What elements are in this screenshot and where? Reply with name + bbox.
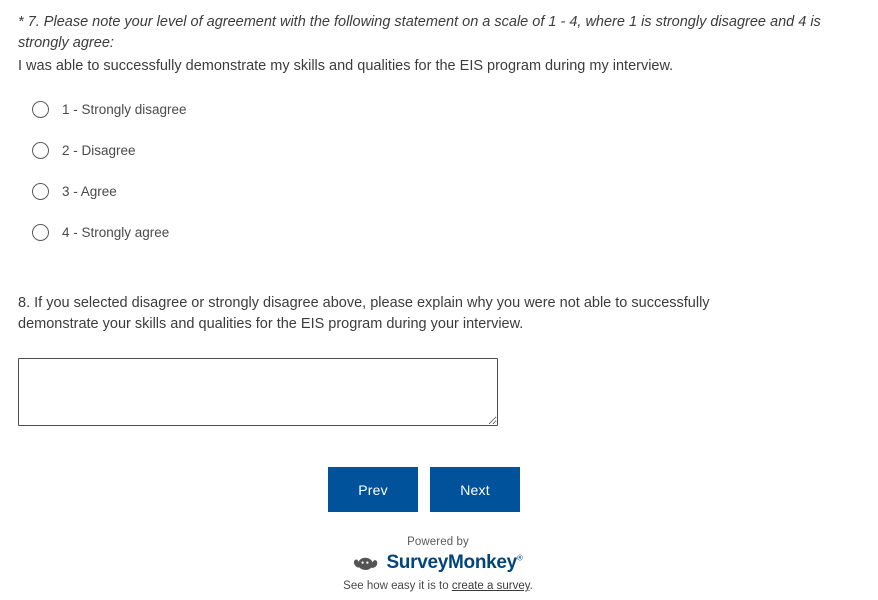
footer xyxy=(18,536,858,592)
question-8 xyxy=(18,293,860,426)
prev-button[interactable]: Prev xyxy=(328,467,418,512)
footer-note-suffix: . xyxy=(529,580,533,592)
radio-icon-4[interactable] xyxy=(32,224,49,241)
option-row-2[interactable] xyxy=(32,139,860,161)
option-row-3[interactable] xyxy=(32,180,860,202)
question-8-textarea[interactable] xyxy=(18,358,498,426)
powered-by-label: Powered by xyxy=(407,536,469,548)
radio-icon-2[interactable] xyxy=(32,142,49,159)
navigation-buttons xyxy=(18,467,860,512)
option-label-1: 1 - Strongly disagree xyxy=(62,101,187,117)
option-label-3: 3 - Agree xyxy=(62,183,117,199)
surveymonkey-wordmark xyxy=(386,552,522,574)
question-8-text: 8. If you selected disagree or strongly disagree above, please explain why you were not able to successfully demonstrate your skills and qualities for the EIS program during your interview. xyxy=(18,295,710,332)
create-survey-link[interactable]: create a survey xyxy=(451,580,530,592)
question-7-prompt-text: 7. Please note your level of agreement with the following statement on a scale of 1 - 4, where 1 is strongly disagree and 4 is strongly agree: xyxy=(18,14,821,51)
option-label-4: 4 - Strongly agree xyxy=(62,224,170,240)
question-7-statement: I was able to successfully demonstrate my skills and qualities for the EIS program during my interview. xyxy=(18,58,674,74)
radio-icon-3[interactable] xyxy=(32,183,49,200)
option-row-1[interactable] xyxy=(32,98,860,120)
surveymonkey-logo xyxy=(18,552,858,574)
monkey-icon xyxy=(353,554,379,572)
footer-note-prefix: See how easy it is to xyxy=(343,580,452,592)
required-asterisk: * xyxy=(18,14,24,30)
question-7-options xyxy=(18,98,860,243)
question-7-prompt xyxy=(18,12,833,54)
trademark-symbol: ® xyxy=(516,553,523,563)
option-label-2: 2 - Disagree xyxy=(62,142,136,158)
radio-icon-1[interactable] xyxy=(32,101,49,118)
brand-name: SurveyMonkey xyxy=(386,552,517,573)
option-row-4[interactable] xyxy=(32,221,860,243)
next-button[interactable]: Next xyxy=(430,467,520,512)
footer-note xyxy=(18,580,858,592)
question-7 xyxy=(18,12,860,243)
